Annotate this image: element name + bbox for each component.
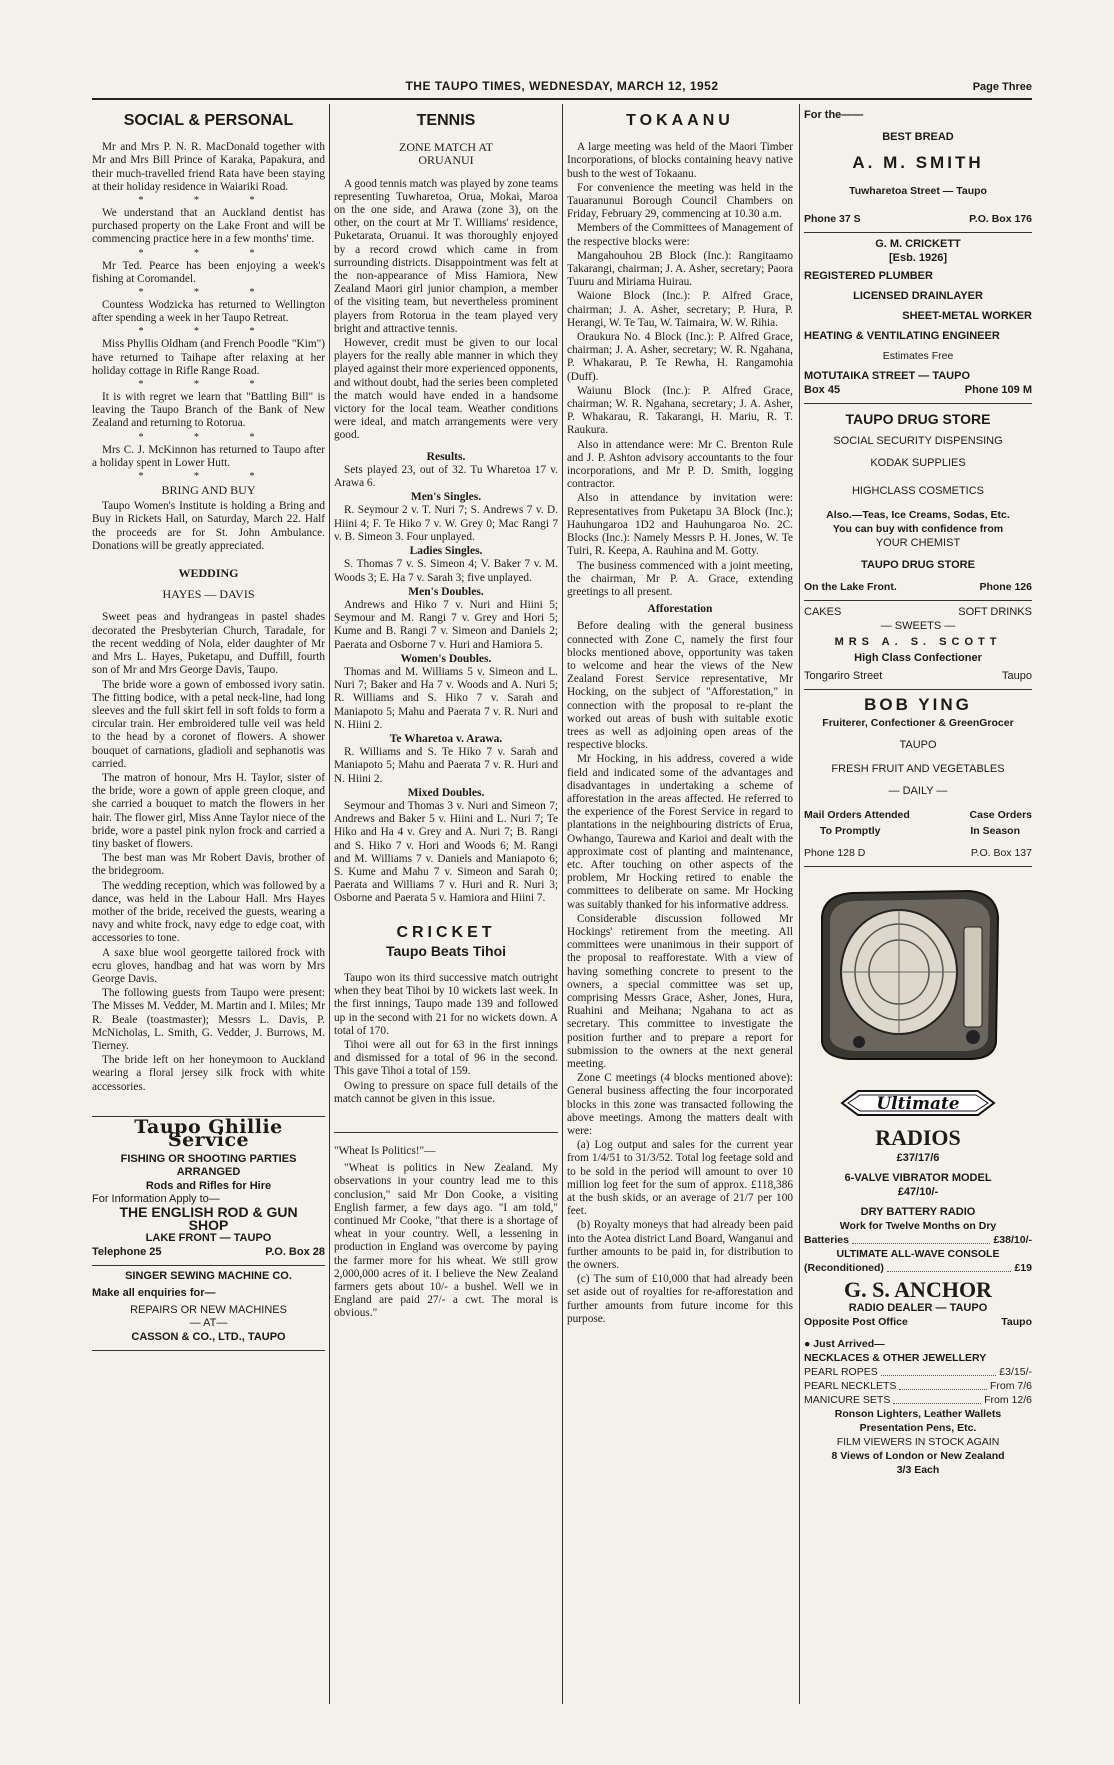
wedding-paragraph: The best man was Mr Robert Davis, brother of the bridegroom. bbox=[92, 852, 325, 878]
divider bbox=[334, 1132, 558, 1133]
tokaanu-paragraph: Oraukura No. 4 Block (Inc.): P. Alfred Grace, chairman; J. A. Asher, secretary; W. R. Ngahana, P. Whakarau, P. Te Rewha, H. Rangamohia (Duff). bbox=[567, 331, 793, 383]
social-item: Mr Ted. Pearce has been enjoying a week's fishing at Coromandel. bbox=[92, 259, 325, 285]
tennis-heading: TENNIS bbox=[416, 112, 476, 129]
crickett-line: HEATING & VENTILATING ENGINEER bbox=[804, 330, 1000, 342]
bring-buy-text: Taupo Women's Institute is holding a Bring and Buy in Rickets Hall, on Saturday, March 22. Half the proceeds are for St. John Ambulance. Donations will be greatly appreciated. bbox=[92, 500, 325, 552]
womens-doubles-heading: Women's Doubles. bbox=[400, 652, 492, 665]
social-heading: SOCIAL & PERSONAL bbox=[123, 112, 294, 129]
wedding-heading: WEDDING bbox=[178, 566, 239, 581]
column-ads bbox=[804, 104, 1032, 1704]
ghillie-telephone: Telephone 25 bbox=[92, 1245, 162, 1258]
column-rule bbox=[329, 104, 330, 1704]
drug-store-contact bbox=[804, 580, 1032, 594]
tennis-paragraph: However, credit must be given to our local players for the really able manner in which they played against their more experienced opponents, and without doubt, had the series been completed the match would have ended in a handsome victory for the local team. Weather conditions were ideal, and match arrangements were very good. bbox=[334, 337, 558, 442]
ying-contact bbox=[804, 846, 1032, 860]
anchor-line: FILM VIEWERS IN STOCK AGAIN bbox=[836, 1436, 1000, 1448]
radios-title: RADIOS bbox=[875, 1125, 961, 1150]
ghillie-ad bbox=[92, 1116, 325, 1266]
leader-dots bbox=[852, 1233, 991, 1244]
crickett-line: LICENSED DRAINLAYER bbox=[853, 290, 983, 302]
anchor-line: 3/3 Each bbox=[896, 1464, 940, 1476]
scott-name: MRS A. S. SCOTT bbox=[834, 636, 1002, 648]
anchor-arrived-text: Just Arrived— bbox=[813, 1338, 885, 1350]
tennis-subheading: ZONE MATCH AT bbox=[398, 140, 493, 155]
radio-battery-row bbox=[804, 1233, 1032, 1247]
bullet-icon: ● bbox=[804, 1338, 814, 1350]
anchor-line: RADIO DEALER — TAUPO bbox=[848, 1302, 988, 1314]
crickett-box: Box 45 bbox=[804, 384, 841, 396]
smith-phone: Phone 37 S bbox=[804, 213, 861, 225]
ying-box: P.O. Box 137 bbox=[970, 847, 1032, 859]
leader-dots bbox=[881, 1365, 997, 1376]
ying-orders bbox=[804, 824, 1032, 838]
crickett-ad bbox=[804, 233, 1032, 404]
afforestation-heading: Afforestation bbox=[647, 603, 713, 616]
column-rule bbox=[799, 104, 800, 1704]
afforestation-paragraph: (c) The sum of £10,000 that had already been set aside out of royalties for re-afforestation and further amounts from future income for this purpose. bbox=[567, 1273, 793, 1325]
singer-line: Make all enquiries for— bbox=[92, 1287, 216, 1300]
anchor-line: 8 Views of London or New Zealand bbox=[831, 1450, 1005, 1462]
separator-stars: * * * bbox=[138, 287, 279, 299]
separator-stars: * * * bbox=[138, 247, 279, 259]
ladies-singles-heading: Ladies Singles. bbox=[409, 545, 483, 558]
tokaanu-paragraph: Waiunu Block (Inc.): P. Alfred Grace, chairman; W. R. Ngahana, secretary; J. A. Asher, P. Whakarau, R. Takarangi, H. Mariu, R. T. Raukura. bbox=[567, 384, 793, 437]
radio-price: £19 bbox=[1014, 1262, 1032, 1274]
ghillie-address: LAKE FRONT — TAUPO bbox=[145, 1232, 272, 1245]
masthead-title: THE TAUPO TIMES, WEDNESDAY, MARCH 12, 1952 bbox=[405, 79, 719, 93]
tokaanu-paragraph: The business commenced with a joint meeting, the chairman, Mr P. A. Grace, extending greetings to all present. bbox=[567, 559, 793, 598]
ying-phone: Phone 128 D bbox=[804, 847, 866, 859]
cricket-paragraph: Owing to pressure on space full details of the match cannot be given in this issue. bbox=[334, 1079, 558, 1105]
crickett-line: SHEET-METAL WORKER bbox=[902, 310, 1032, 322]
drug-store-line: TAUPO DRUG STORE bbox=[861, 559, 975, 571]
crickett-line: REGISTERED PLUMBER bbox=[804, 270, 933, 282]
tokaanu-paragraph: Waione Block (Inc.): P. Alfred Grace, chairman; J. A. Asher, secretary; P. Hura, P. Herangi, W. Te Tau, W. Taimaira, W. W. Rihia. bbox=[567, 290, 793, 329]
scott-line: High Class Confectioner bbox=[854, 652, 982, 664]
ying-mail-orders: To Promptly bbox=[820, 825, 881, 837]
afforestation-paragraph: Zone C meetings (4 blocks mentioned above): General business affecting the four incorporated blocks in this zone was transacted following the above meetings. Among the matters dealt with were: bbox=[567, 1072, 793, 1138]
wheat-heading: "Wheat Is Politics!"— bbox=[334, 1145, 436, 1158]
cricket-heading: CRICKET bbox=[396, 923, 496, 941]
separator-stars: * * * bbox=[138, 195, 279, 207]
crickett-line: Estimates Free bbox=[882, 350, 954, 362]
social-item: Countess Wodzicka has returned to Wellington after spending a week in her Taupo Retreat. bbox=[92, 299, 325, 325]
wedding-paragraph: The bride wore a gown of embossed ivory satin. The fitting bodice, with a petal neck-line, had long sleeves and the full skirt fell in soft folds to form a circular train. Her embroidered tulle veil was held to the head by a coronet of flowers. A shower bouquet of carnations, gladioli and sephanotis was carried. bbox=[92, 678, 325, 770]
ghillie-shop: SHOP bbox=[188, 1217, 229, 1234]
radio-ad bbox=[804, 867, 1032, 1483]
cricket-paragraph: Tihoi were all out for 63 in the first innings and dismissed for a total of 96 in the second. This gave Tihoi a total of 159. bbox=[334, 1039, 558, 1078]
anchor-name: G. S. ANCHOR bbox=[844, 1277, 992, 1302]
price-item: PEARL ROPES bbox=[804, 1366, 878, 1378]
ying-case-orders: Case Orders bbox=[969, 809, 1032, 821]
separator-stars: * * * bbox=[138, 379, 279, 391]
ying-case-orders: In Season bbox=[970, 825, 1020, 837]
womens-doubles-text: Thomas and M. Williams 5 v. Simeon and L. Nuri 7; Baker and Ha 7 v. Woods and A. Nuri 5; R. Williams and S. Hiko 7 v. Sarah and Maniapoto 5; Mahu and Paerata 7 v. R. Nuri and N. Hiini 2. bbox=[334, 665, 558, 731]
column-social bbox=[92, 104, 325, 1704]
social-item: Mrs C. J. McKinnon has returned to Taupo after a holiday spent in Lower Hutt. bbox=[92, 443, 325, 469]
tennis-subheading: ORUANUI bbox=[418, 153, 474, 168]
radio-line: 6-VALVE VIBRATOR MODEL bbox=[844, 1172, 992, 1184]
cricket-subheading: Taupo Beats Tihoi bbox=[385, 942, 507, 959]
column-tokaanu bbox=[567, 104, 793, 1704]
ying-orders bbox=[804, 808, 1032, 822]
smith-name: A. M. SMITH bbox=[852, 153, 984, 172]
ghillie-box: P.O. Box 28 bbox=[265, 1245, 325, 1258]
singer-line: CASSON & CO., LTD., TAUPO bbox=[131, 1330, 286, 1343]
wedding-paragraph: A saxe blue wool georgette tailored frock with ecru gloves, handbag and hat was worn by Mrs George Davis. bbox=[92, 946, 325, 985]
ultimate-logo-shape bbox=[838, 1083, 998, 1123]
afforestation-paragraph: (a) Log output and sales for the current year from 1/4/51 to 31/3/52. Total log feetage sold and to be sold in the period will amount to over 10 million log feet for the sum of approx. £118,386 at the bush skids, or an average of 21/7 per 100 feet. bbox=[567, 1139, 793, 1218]
separator-stars: * * * bbox=[138, 471, 279, 483]
wedding-paragraph: Sweet peas and hydrangeas in pastel shades decorated the Presbyterian Church, Taradale, for the recent wedding of Nola, elder daughter of Mr and Mrs L. Hayes, Puketapu, and Duffill, fourth son of Mr and Mrs George Davis, Taupo. bbox=[92, 611, 325, 677]
mens-doubles-heading: Men's Doubles. bbox=[408, 585, 484, 598]
anchor-town: Taupo bbox=[1001, 1316, 1032, 1328]
tokaanu-paragraph: Members of the Committees of Management of the respective blocks were: bbox=[567, 222, 793, 248]
drug-store-name: TAUPO DRUG STORE bbox=[845, 411, 991, 427]
ultimate-logo bbox=[838, 1083, 998, 1123]
bring-buy-heading: BRING AND BUY bbox=[161, 483, 256, 498]
radio-price: £37/17/6 bbox=[896, 1152, 940, 1164]
ghillie-line: Rods and Rifles for Hire bbox=[145, 1179, 272, 1192]
radio-price: £38/10/- bbox=[993, 1234, 1032, 1246]
ghillie-shop: THE ENGLISH ROD & GUN bbox=[119, 1204, 298, 1221]
price-row bbox=[804, 1393, 1032, 1407]
ying-name: BOB YING bbox=[864, 695, 972, 714]
ghillie-title: Taupo Ghillie Service bbox=[134, 1115, 283, 1151]
column-rule bbox=[562, 104, 563, 1704]
drug-store-ad bbox=[804, 404, 1032, 601]
singer-line: — AT— bbox=[189, 1317, 228, 1330]
drug-store-phone: Phone 126 bbox=[979, 581, 1032, 593]
crickett-contact bbox=[804, 383, 1032, 397]
ying-line: TAUPO bbox=[899, 739, 937, 751]
scott-address bbox=[804, 669, 1032, 683]
radio-price: £47/10/- bbox=[897, 1186, 939, 1198]
radio-line: Work for Twelve Months on Dry bbox=[839, 1220, 997, 1232]
crickett-name: G. M. CRICKETT bbox=[875, 238, 961, 250]
afforestation-paragraph: Before dealing with the general business connected with Zone C, namely the first four blocks mentioned above, opportunity was taken to welcome and hear the views of the New Zealand Forest Service representative, Mr Hocking, on the subject of "Afforestation," in connection with the proposal to re-plant the worked out areas of bush with suitable exotic trees as well as adjoining open areas of the respective blocks. bbox=[567, 620, 793, 752]
anchor-line: NECKLACES & OTHER JEWELLERY bbox=[804, 1352, 987, 1364]
wharetoa-heading: Te Wharetoa v. Arawa. bbox=[389, 732, 503, 745]
price-row bbox=[804, 1379, 1032, 1393]
ultimate-logo-text: Ultimate bbox=[876, 1094, 960, 1114]
cricket-paragraph: Taupo won its third successive match outright when they beat Tihoi by 10 wickets last week. In the first innings, Taupo made 139 and followed up in the second with 21 for no wickets down. A total of 170. bbox=[334, 971, 558, 1037]
mens-doubles-text: Andrews and Hiko 7 v. Nuri and Hiini 5; Seymour and M. Rangi 7 v. Grey and Hori 5; Kume and B. Rangi 7 v. Simeon and Daniels 2; Paerata and Osborne 7 v. Huri and Hamiora 5. bbox=[334, 598, 558, 651]
wheat-paragraph: "Wheat is politics in New Zealand. My observations in your country lead me to this conclusion," said Mr Don Cooke, a visiting English farmer, a few days ago. "I am told," continued Mr Cooke, "that there is a shortage of wheat in your country. Well, a lessening in production in England was overcome by paying the farmer more for his wheat. We still grow 2,000,000 acres of it. I believe the New Zealand farmers gets about 10/- a bushel. Well we in England are paid 27/- a cwt. The moral is obvious." bbox=[334, 1162, 558, 1320]
smith-address: Tuwharetoa Street — Taupo bbox=[849, 185, 987, 197]
afforestation-paragraph: Mr Hocking, in his address, covered a wide field and indicated some of the advantages and disadvantages in undertaking a scheme of afforestation in the areas affected. He referred to the experience of the Forest Service in regard to plantations in the neighbouring districts of Erua, Owhango, Taurewa and Karioi and dealt with the approximate cost of planting and maintenance, etc. After touching on other aspects of the problem, Mr Hocking retired to enable the committees to deliberate on same. Mr Hocking was suitably thanked for his informative address. bbox=[567, 753, 793, 911]
anchor-just-arrived bbox=[804, 1337, 1032, 1351]
mens-singles-heading: Men's Singles. bbox=[410, 491, 482, 504]
ying-line: — DAILY — bbox=[888, 785, 948, 797]
scott-drinks: SOFT DRINKS bbox=[958, 606, 1032, 618]
ying-ad bbox=[804, 690, 1032, 867]
mens-singles-text: R. Seymour 2 v. T. Nuri 7; S. Andrews 7 v. D. Hiini 4; F. Te Hiko 7 v. W. Grey 0; Mac Rangi 7 v. B. Simeon 3. Four unplayed. bbox=[334, 504, 558, 543]
social-item: Mr and Mrs P. N. R. MacDonald together with Mr and Mrs Bill Prince of Karaka, Papakura, and their much-travelled friend Rata have been staying at their holiday residence in Waiariki Road. bbox=[92, 141, 325, 193]
tokaanu-paragraph: Also in attendance were: Mr C. Brenton Rule and J. P. Ashton advisory accountants to the four incorporations, and Mr P. D. Smith, logging contractor. bbox=[567, 438, 793, 491]
price-item: MANICURE SETS bbox=[804, 1394, 891, 1406]
smith-line: For the—— bbox=[804, 109, 864, 121]
mixed-doubles-text: Seymour and Thomas 3 v. Nuri and Simeon 7; Andrews and Baker 5 v. Hiini and L. Nuri 7; Te Hiko and Ha 4 v. Grey and A. Nuri 7; B. Rangi and S. Hiko 7 v. Hori and Woods 6; M. Rangi and M. Williams 7 v. Daniels and Maniapoto 6; S. Kume and Mahu 7 v. Simeon and Sarah 0; Paerata and Williams 7 v. Huri and R. Nuri 3; Osborne and Paerata 5 v. Hamiora and Hiini 7. bbox=[334, 799, 558, 905]
radio-reconditioned: (Reconditioned) bbox=[804, 1262, 884, 1274]
scott-cakes: CAKES bbox=[804, 606, 842, 618]
ladies-singles-text: S. Thomas 7 v. S. Simeon 4; V. Baker 7 v. M. Woods 3; E. Ha 7 v. Sarah 3; five unplayed. bbox=[334, 558, 558, 584]
singer-ad bbox=[92, 1266, 325, 1351]
singer-title: SINGER SEWING MACHINE CO. bbox=[125, 1269, 292, 1282]
drug-store-line: Also.—Teas, Ice Creams, Sodas, Etc. bbox=[826, 509, 1010, 521]
ghillie-contact bbox=[92, 1246, 325, 1259]
scott-ad bbox=[804, 601, 1032, 690]
anchor-line: Ronson Lighters, Leather Wallets bbox=[834, 1408, 1002, 1420]
anchor-opposite: Opposite Post Office bbox=[804, 1316, 908, 1328]
scott-sweets: — SWEETS — bbox=[880, 620, 956, 632]
drug-store-location: On the Lake Front. bbox=[804, 581, 897, 593]
afforestation-paragraph: (b) Royalty moneys that had already been paid into the Aotea district Land Board, Wanganui and further amounts to be paid in, for distribution to the owners. bbox=[567, 1219, 793, 1272]
tokaanu-paragraph: For convenience the meeting was held in the Tauaranunui Borough Council Chambers on Friday, February 29, commencing at 10.30 a.m. bbox=[567, 181, 793, 221]
radio-console-row bbox=[804, 1261, 1032, 1275]
drug-store-line: HIGHCLASS COSMETICS bbox=[851, 485, 985, 497]
radio-illustration bbox=[804, 877, 1014, 1067]
column-tennis bbox=[334, 104, 558, 1704]
mixed-doubles-heading: Mixed Doubles. bbox=[407, 786, 485, 799]
anchor-address bbox=[804, 1315, 1032, 1329]
price-value: From 12/6 bbox=[984, 1394, 1032, 1406]
leader-dots bbox=[887, 1261, 1012, 1272]
drug-store-line: YOUR CHEMIST bbox=[875, 537, 961, 549]
drug-store-line: KODAK SUPPLIES bbox=[870, 457, 966, 469]
radio-line: ULTIMATE ALL-WAVE CONSOLE bbox=[836, 1248, 1000, 1260]
results-text: Sets played 23, out of 32. Tu Wharetoa 17 v. Arawa 6. bbox=[334, 463, 558, 490]
page-number: Page Three bbox=[972, 81, 1032, 93]
social-item: We understand that an Auckland dentist has purchased property on the Lake Front and will be commencing practice here in a few months' time. bbox=[92, 207, 325, 246]
crickett-est: [Esb. 1926] bbox=[888, 252, 948, 264]
drug-store-line: You can buy with confidence from bbox=[832, 523, 1004, 535]
tokaanu-paragraph: Mangahouhou 2B Block (Inc.): Rangitaamo Takarangi, chairman; J. A. Asher, secretary; Paora Tuuru and Miriama Huirau. bbox=[567, 249, 793, 289]
price-value: £3/15/- bbox=[999, 1366, 1032, 1378]
ying-line: FRESH FRUIT AND VEGETABLES bbox=[831, 763, 1005, 775]
wedding-paragraph: The following guests from Taupo were present: The Misses M. Vedder, M. Martin and I. Miles; Mr R. Beale (toastmaster); Messrs L. Davis, P. McNicholas, L. Smith, G. Vedder, J. Burrows, M. Tierney. bbox=[92, 987, 325, 1052]
radio-batteries: Batteries bbox=[804, 1234, 849, 1246]
crickett-address: MOTUTAIKA STREET — TAUPO bbox=[804, 370, 971, 382]
social-item: It is with regret we learn that "Battling Bill" is leaving the Taupo Branch of the Bank of New Zealand and returning to Rotorua. bbox=[92, 391, 325, 430]
ying-line: Fruiterer, Confectioner & GreenGrocer bbox=[822, 717, 1014, 729]
tokaanu-paragraph: Also in attendance by invitation were: Representatives from Puketapu 3A Block (Inc.); Hauhungaroa 1D2 and Hauhungaroa No. 2C. Blocks (Inc.): Namely Messrs P. H. Jones, W. Te Tuiri, R. Keepa, A. Rauhina and M. Gotty. bbox=[567, 492, 793, 558]
ghillie-line: ARRANGED bbox=[176, 1166, 241, 1179]
anchor-line: Presentation Pens, Etc. bbox=[859, 1422, 977, 1434]
crickett-phone: Phone 109 M bbox=[964, 384, 1032, 396]
price-row bbox=[804, 1365, 1032, 1379]
leader-dots bbox=[893, 1393, 981, 1404]
ying-mail-orders: Mail Orders Attended bbox=[804, 809, 910, 821]
price-item: PEARL NECKLETS bbox=[804, 1380, 897, 1392]
afforestation-paragraph: Considerable discussion followed Mr Hockings' retirement from the meeting. All committees were unanimous in their support of the proposal to reafforestate. With a view of having something concrete to present to the owners, a special committee was set up, comprising Messrs Grace, Asher, Jones, Hura, Ruahini and Meihana; Ngahana to act as secretary. This committee to investigate the position further and to prepare a report for submission to the owners at the next general meeting. bbox=[567, 912, 793, 1071]
scott-town: Taupo bbox=[1002, 670, 1032, 682]
smith-box: P.O. Box 176 bbox=[969, 213, 1032, 225]
results-heading: Results. bbox=[426, 450, 466, 463]
scott-top bbox=[804, 605, 1032, 619]
wedding-subheading: HAYES — DAVIS bbox=[162, 587, 255, 602]
leader-dots bbox=[899, 1379, 987, 1390]
drug-store-line: SOCIAL SECURITY DISPENSING bbox=[833, 435, 1003, 447]
scott-street: Tongariro Street bbox=[804, 670, 883, 682]
smith-contact bbox=[804, 212, 1032, 226]
separator-stars: * * * bbox=[138, 326, 279, 338]
singer-line: REPAIRS OR NEW MACHINES bbox=[130, 1304, 287, 1317]
social-item: Miss Phyllis Oldham (and French Poodle "Kim") have returned to Taihape after relaxing at her holiday cottage in Rifle Range Road. bbox=[92, 338, 325, 377]
tennis-paragraph: A good tennis match was played by zone teams representing Tuwharetoa, Orua, Mokai, Maroa on the one side, and Arawa (zone 3), on the other, on the court at Mr T. Williams' residence, Puketarata, Oruanui. It was thoroughly enjoyed by a record crowd which came in from surrounding districts. Disappointment was felt at the non-appearance of Miss Hamiora, New Zealand Maori girl junior champion, a member of the visiting team, but nevertheless prominent players from Rotorua in the team played very bright and attractive tennis. bbox=[334, 177, 558, 335]
tokaanu-heading: TOKAANU bbox=[626, 112, 734, 129]
separator-stars: * * * bbox=[138, 431, 279, 443]
smith-ad bbox=[804, 104, 1032, 233]
wedding-paragraph: The matron of honour, Mrs H. Taylor, sister of the bride, wore a gown of apple green cloque, and she carried a bouquet to match the flowers in her hair. The flower girl, Miss Anne Taylor niece of the bride, wore a pastel pink nylon frock and carried a tiny basket of flowers. bbox=[92, 771, 325, 850]
price-value: From 7/6 bbox=[989, 1380, 1032, 1392]
ghillie-line: FISHING OR SHOOTING PARTIES bbox=[120, 1153, 297, 1166]
ghillie-line: For Information Apply to— bbox=[92, 1192, 220, 1205]
wedding-paragraph: The bride left on her honeymoon to Auckland wearing a floral jersey silk frock with white accessories. bbox=[92, 1054, 325, 1093]
wharetoa-text: R. Williams and S. Te Hiko 7 v. Sarah and Maniapoto 5; Mahu and Paerata 7 v. R. Huri and N. Hiini 2. bbox=[334, 746, 558, 785]
smith-line: BEST BREAD bbox=[882, 131, 954, 143]
tokaanu-paragraph: A large meeting was held of the Maori Timber Incorporations, of blocks containing heavy native bush to the west of Tokaanu. bbox=[567, 141, 793, 180]
masthead bbox=[92, 76, 1032, 100]
radio-line: DRY BATTERY RADIO bbox=[860, 1206, 976, 1218]
wedding-paragraph: The wedding reception, which was followed by a dance, was held in the Labour Hall. Mrs Hayes mother of the bride, received the guests, wearing a navy and white frock, navy edge to edge coat, with accessories to tone. bbox=[92, 879, 325, 945]
